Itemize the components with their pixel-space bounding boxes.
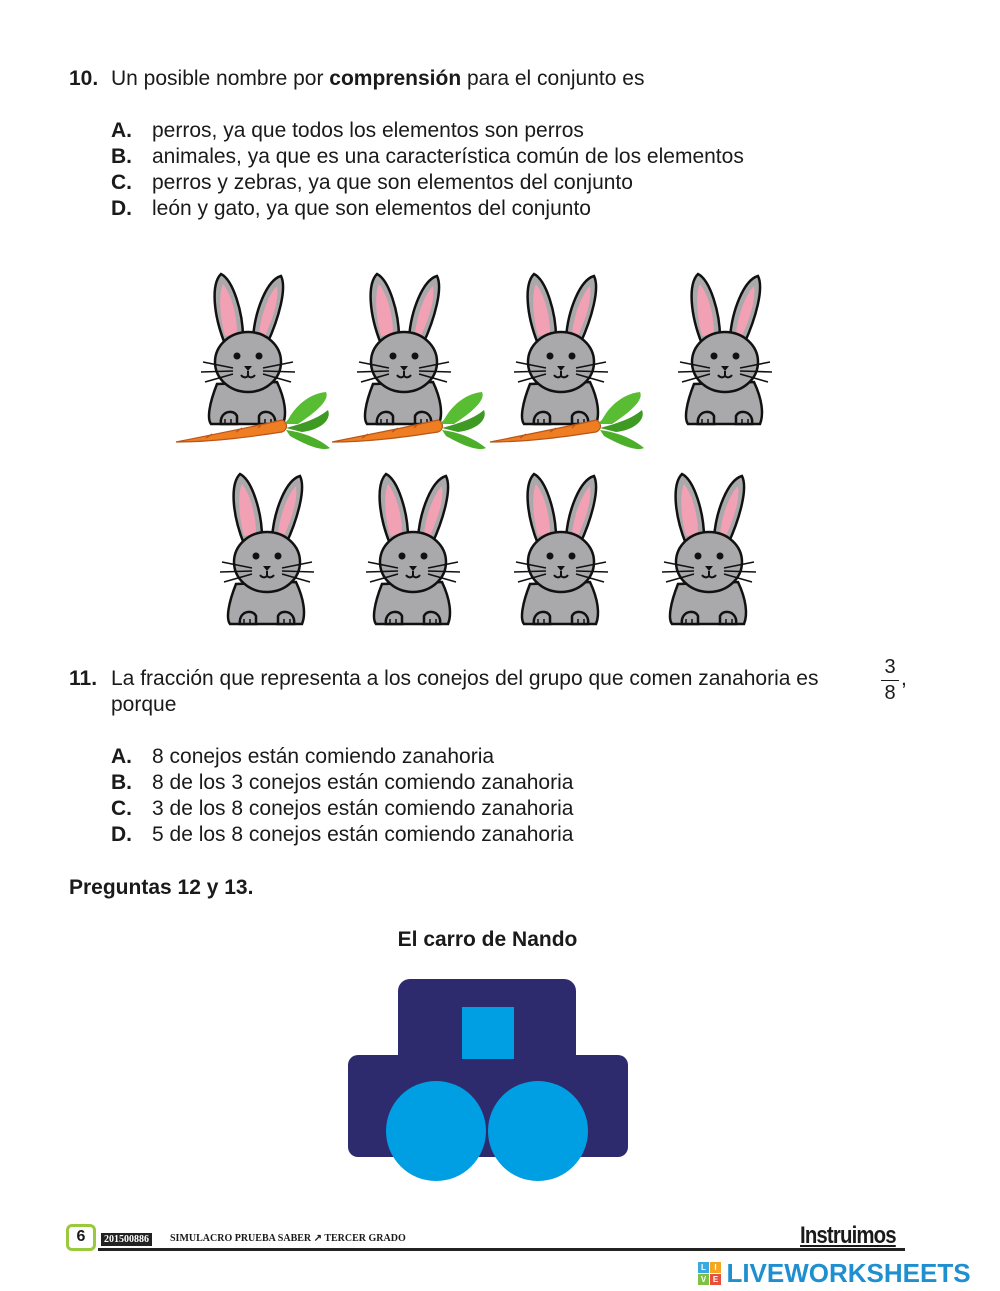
question-11-text-cont: porque xyxy=(111,693,177,716)
option-letter: A. xyxy=(111,119,132,142)
car-title: El carro de Nando xyxy=(397,928,578,951)
option-text: león y gato, ya que son elementos del conjunto xyxy=(152,197,591,220)
rabbits-illustration xyxy=(0,260,1000,630)
option-letter: D. xyxy=(111,823,132,846)
option-letter: B. xyxy=(111,145,132,168)
option-letter: D. xyxy=(111,197,132,220)
lw-text: LIVEWORKSHEETS xyxy=(726,1258,971,1288)
fraction xyxy=(881,656,899,705)
footer-exam-name: SIMULACRO PRUEBA SABER xyxy=(170,1233,312,1244)
lw-icon-i: I xyxy=(710,1262,721,1273)
car-window xyxy=(462,1007,514,1059)
question-11-number: 11. xyxy=(69,667,98,690)
car-wheel-right xyxy=(488,1081,588,1181)
question-10-text xyxy=(111,67,644,91)
q11-option-a[interactable] xyxy=(111,744,494,770)
q10-option-b[interactable] xyxy=(111,144,744,170)
fraction-comma: , xyxy=(901,667,907,690)
q10-option-d[interactable] xyxy=(111,196,591,222)
option-text: 5 de los 8 conejos están comiendo zanahoria xyxy=(152,823,574,846)
option-text: 8 conejos están comiendo zanahoria xyxy=(152,745,495,768)
option-letter: A. xyxy=(111,745,132,768)
footer-grade: TERCER GRADO xyxy=(324,1233,406,1244)
question-11-text: La fracción que representa a los conejos del grupo que comen zanahoria es xyxy=(111,667,819,690)
car-illustration xyxy=(340,975,640,1190)
option-letter: C. xyxy=(111,797,132,820)
car-wheel-left xyxy=(386,1081,486,1181)
option-text: 8 de los 3 conejos están comiendo zanahoria xyxy=(152,771,574,794)
option-text: animales, ya que es una característica común de los elementos xyxy=(152,145,744,168)
option-text: perros y zebras, ya que son elementos del conjunto xyxy=(152,171,633,194)
q10-option-a[interactable] xyxy=(111,118,584,144)
liveworksheets-logo[interactable] xyxy=(698,1258,971,1286)
q10-option-c[interactable] xyxy=(111,170,633,196)
question-10-keyword: comprensión xyxy=(329,67,462,90)
footer-label xyxy=(170,1233,406,1244)
q11-option-d[interactable] xyxy=(111,822,573,848)
question-10-text-pre: Un posible nombre por xyxy=(111,67,330,90)
page-number-badge xyxy=(66,1224,96,1251)
option-letter: B. xyxy=(111,771,132,794)
brand-instruimos: Instruimos xyxy=(800,1222,896,1249)
q11-option-b[interactable] xyxy=(111,770,573,796)
arrow-icon: ↗ xyxy=(313,1233,325,1244)
option-letter: C. xyxy=(111,171,132,194)
lw-icon-v: V xyxy=(698,1274,709,1285)
lw-icon-l: L xyxy=(698,1262,709,1273)
lw-icon-e: E xyxy=(710,1274,721,1285)
question-10-text-post: para el conjunto es xyxy=(461,67,645,90)
fraction-bar xyxy=(881,680,899,681)
footer-code: 201500886 xyxy=(101,1233,152,1246)
option-text: perros, ya que todos los elementos son perros xyxy=(152,119,584,142)
question-10-number: 10. xyxy=(69,67,99,90)
option-text: 3 de los 8 conejos están comiendo zanahoria xyxy=(152,797,574,820)
footer-rule xyxy=(98,1248,905,1251)
lw-icon xyxy=(698,1262,722,1286)
page-number: 6 xyxy=(76,1228,86,1245)
fraction-numerator: 3 xyxy=(884,656,896,678)
q11-option-c[interactable] xyxy=(111,796,573,822)
fraction-denominator: 8 xyxy=(884,682,896,704)
section-title: Preguntas 12 y 13. xyxy=(69,876,254,899)
